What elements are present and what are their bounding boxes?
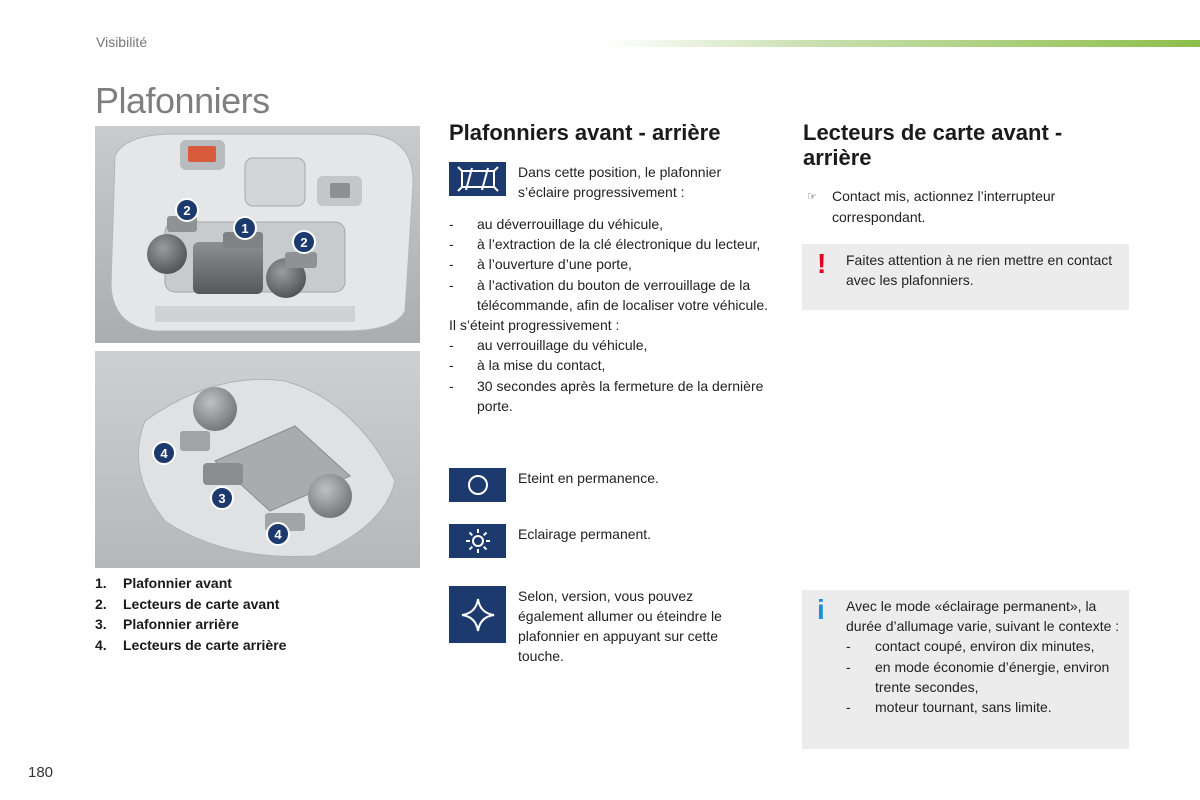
pointing-hand-icon: ☞ — [807, 191, 817, 203]
instruction-item — [807, 186, 1127, 227]
touch-mode-row — [449, 586, 758, 666]
list-item: - contact coupé, environ dix minutes, — [846, 638, 1095, 655]
info-icon: i — [817, 594, 825, 625]
list-item: - en mode économie d’énergie, environ trente secondes, — [846, 658, 1110, 695]
section-label: Visibilité — [96, 34, 148, 50]
info-intro: Avec le mode «éclairage permanent», la durée d’allumage varie, suivant le contexte : — [846, 598, 1120, 635]
callout-4-left — [153, 442, 175, 464]
page-number: 180 — [28, 764, 54, 781]
svg-text:3: 3 — [218, 491, 226, 506]
rear-ceiling-light-photo — [95, 351, 420, 568]
front-rear-section — [449, 120, 769, 145]
diamond-star-icon — [449, 586, 506, 643]
callout-1 — [234, 217, 256, 239]
front-ceiling-light-photo — [95, 126, 420, 343]
list-item: - 30 secondes après la fermeture de la dernière porte. — [449, 377, 764, 414]
list-item: - au déverrouillage du véhicule, — [449, 216, 664, 232]
legend-item: 2. Lecteurs de carte avant — [95, 595, 280, 612]
list-item: - à l’extraction de la clé électronique du lecteur, — [449, 236, 761, 253]
legend-item: 1. Plafonnier avant — [95, 575, 232, 591]
sun-light-icon — [449, 524, 506, 558]
on-mode-text: Eclairage permanent. — [518, 526, 652, 542]
door-mode-row — [449, 162, 758, 202]
list-item: - au verrouillage du véhicule, — [449, 337, 648, 354]
instruction-text: Contact mis, actionnez l’interrupteur correspondant. — [832, 188, 1056, 225]
legend-item: 3. Plafonnier arrière — [95, 616, 239, 632]
callout-4-right — [267, 523, 289, 545]
svg-text:2: 2 — [183, 203, 191, 218]
photo-legend — [95, 573, 425, 655]
map-readers-section — [803, 120, 1128, 170]
circle-off-icon — [449, 468, 506, 502]
svg-text:4: 4 — [274, 527, 282, 542]
list-item: - à l’activation du bouton de verrouillage de la télécommande, afin de localiser votre véhicule. — [449, 276, 769, 313]
door-light-icon — [449, 162, 506, 196]
off-intro: Il s’éteint progressivement : — [449, 317, 620, 334]
svg-text:4: 4 — [160, 446, 168, 461]
callout-2-right — [293, 231, 315, 253]
page-title: Plafonniers — [95, 80, 270, 121]
door-mode-text: Dans cette position, le plafonnier s’éclaire progressivement : — [518, 164, 722, 200]
map-readers-heading: Lecteurs de carte avant - arrière — [803, 120, 1063, 170]
front-rear-heading: Plafonniers avant - arrière — [449, 120, 721, 145]
door-mode-details — [449, 214, 769, 416]
callout-3 — [211, 487, 233, 509]
list-item: - à la mise du contact, — [449, 357, 606, 374]
header-accent-bar — [605, 40, 1200, 47]
off-mode-text: Eteint en permanence. — [518, 470, 659, 486]
touch-mode-text: Selon, version, vous pouvez également allumer ou éteindre le plafonnier en appuyant sur cette touche. — [518, 588, 722, 664]
svg-text:1: 1 — [241, 221, 249, 236]
list-item: - moteur tournant, sans limite. — [846, 699, 1052, 716]
warning-note — [802, 244, 1129, 310]
on-mode-row — [449, 524, 758, 558]
warning-text: Faites attention à ne rien mettre en contact avec les plafonniers. — [846, 252, 1113, 289]
legend-item: 4. Lecteurs de carte arrière — [95, 636, 287, 653]
svg-text:2: 2 — [300, 235, 308, 250]
list-item: - à l’ouverture d’une porte, — [449, 256, 632, 273]
callout-2-left — [176, 199, 198, 221]
off-mode-row — [449, 468, 758, 502]
warning-icon: ! — [817, 248, 827, 279]
info-note — [802, 590, 1129, 749]
info-text — [846, 596, 1124, 717]
